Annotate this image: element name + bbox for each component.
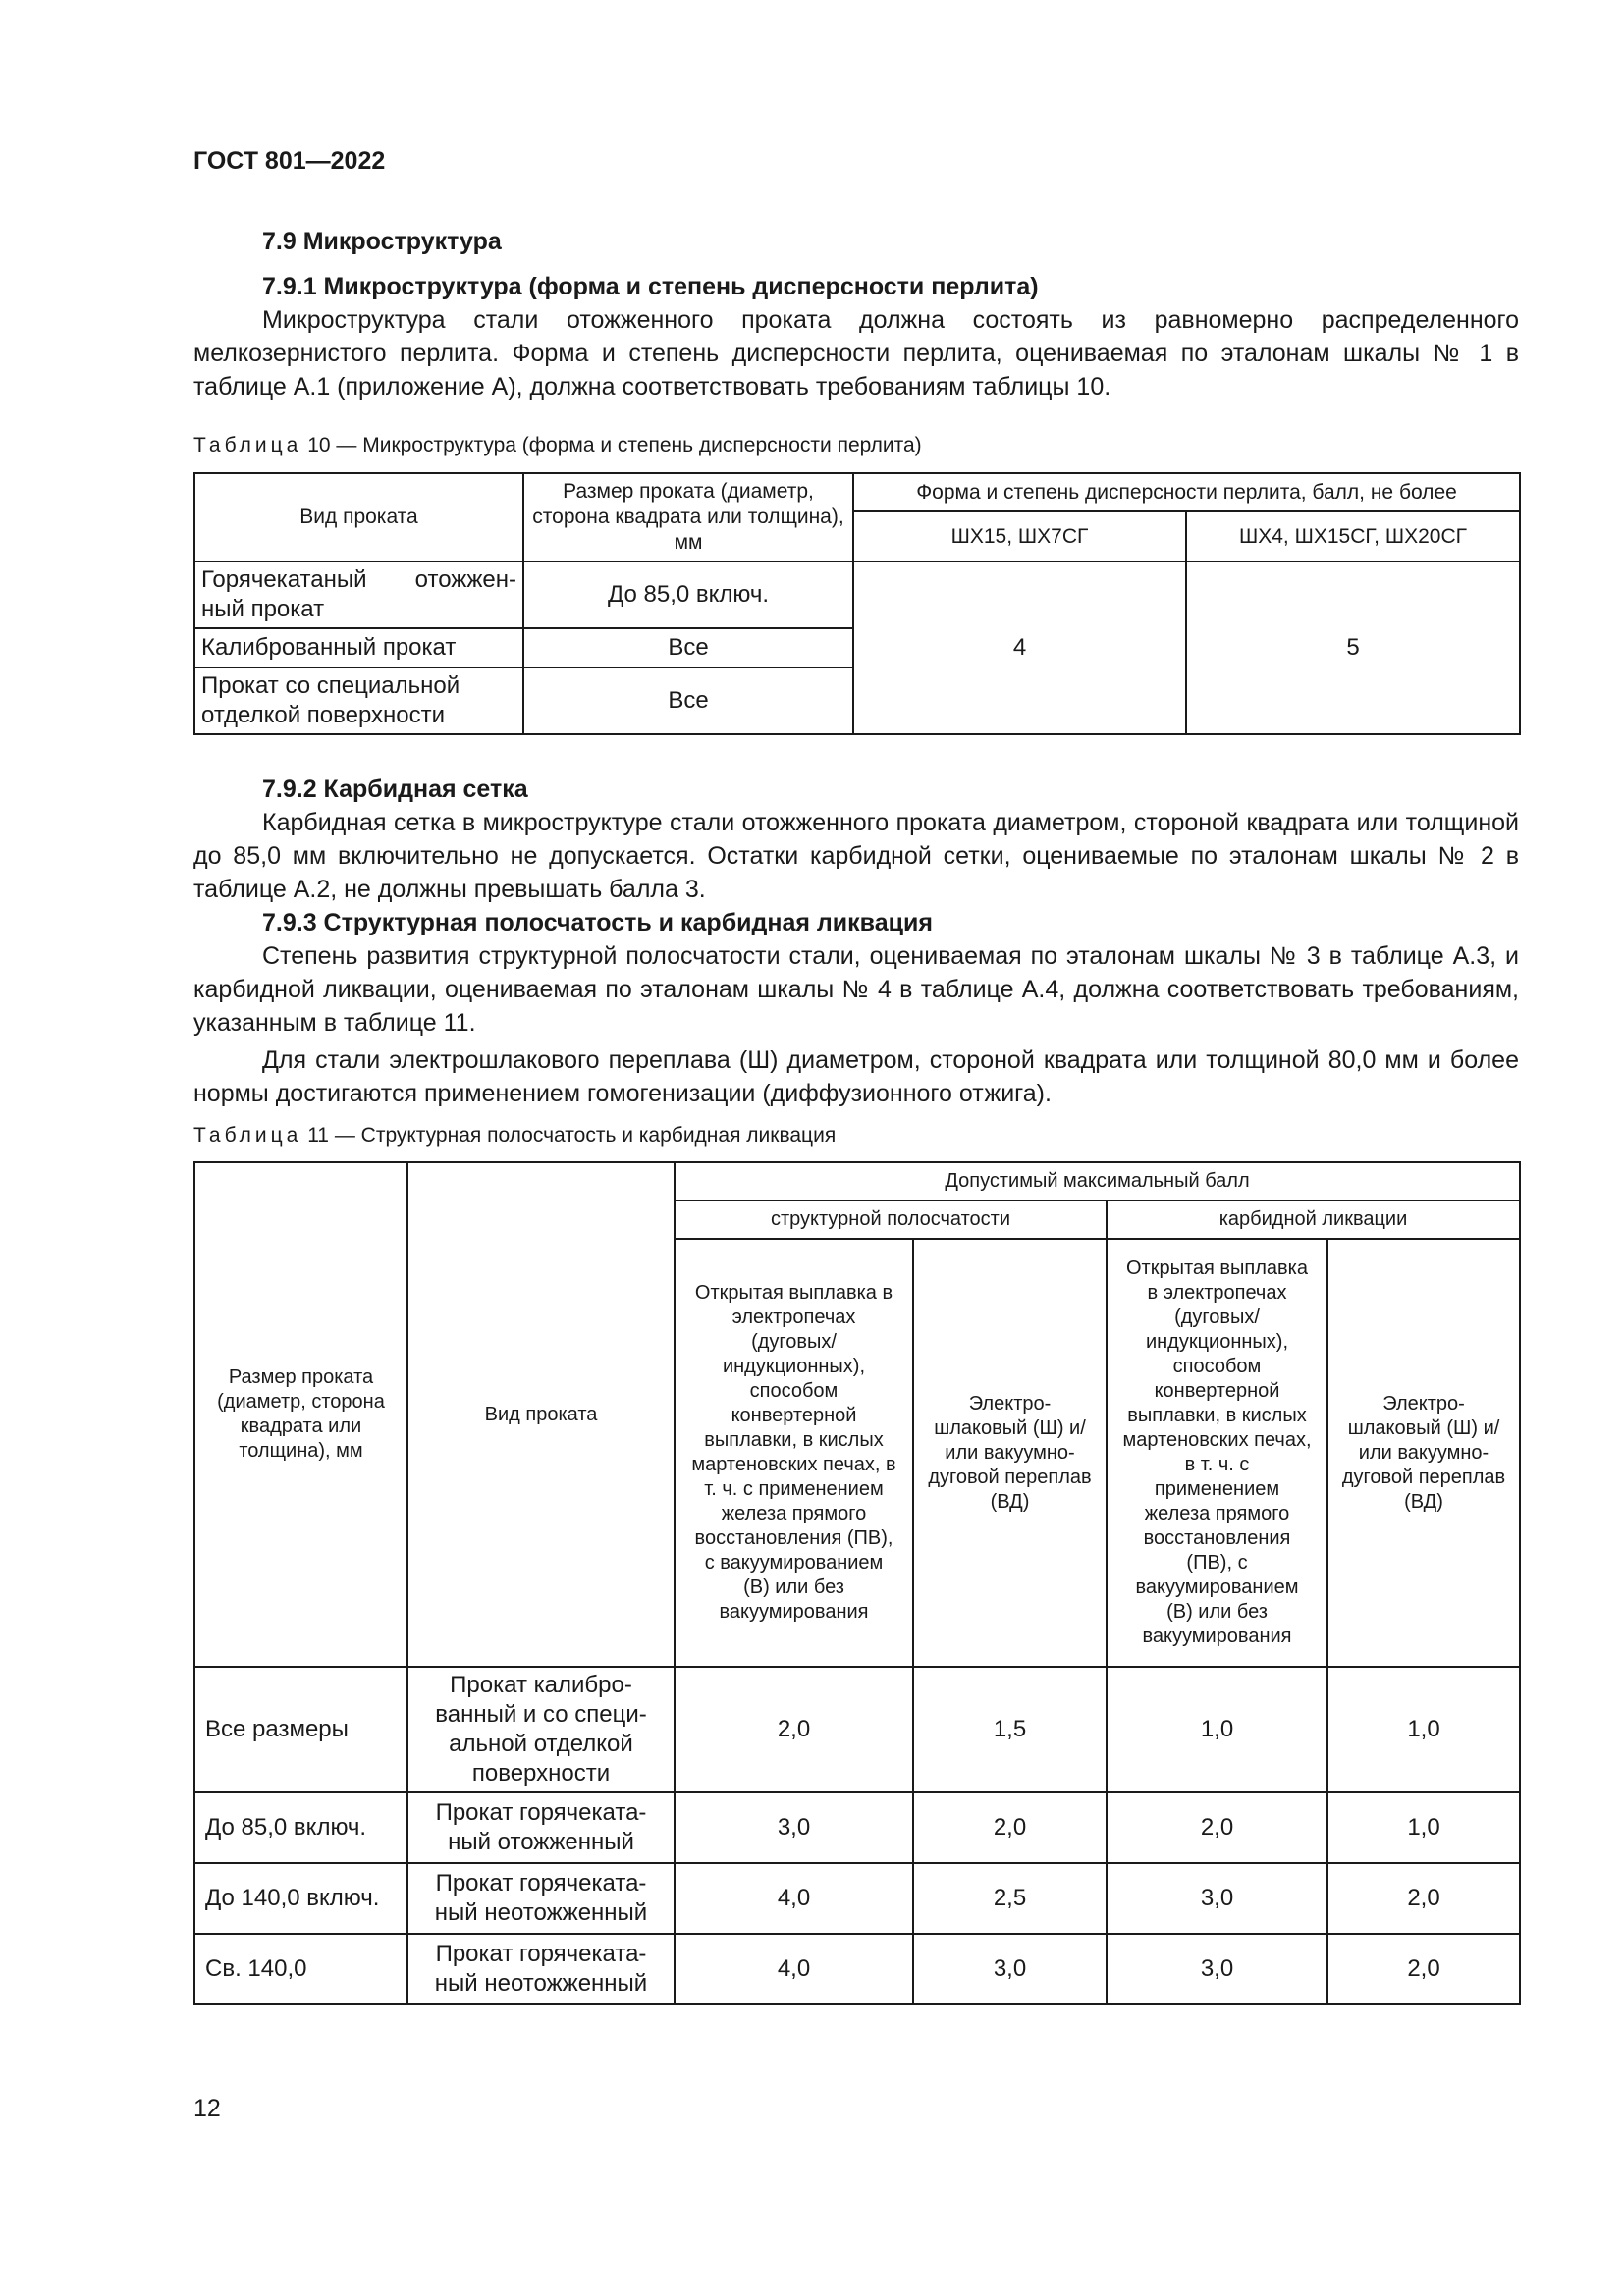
t11-row4-v3: 3,0 [1107,1934,1327,2004]
table11-caption [193,1119,1519,1152]
t11-row2-v4: 1,0 [1327,1792,1520,1863]
t11-sub-esh-2: Электро-шлаковый (Ш) и/или вакуумно-дуговой переплав (ВД) [1327,1239,1520,1667]
t11-header-size: Размер проката (диаметр, сторона квадрата или толщина), мм [194,1162,407,1667]
t11-row2-size: До 85,0 включ. [194,1792,407,1863]
paragraph-7-9-3b: Для стали электрошлакового переплава (Ш) диаметром, стороной квадрата или толщиной 80,0 мм и более нормы достигаются применением гомогенизации (диффузионного отжига). [193,1046,1519,1107]
paragraph-7-9-2: Карбидная сетка в микроструктуре стали отожженного проката диаметром, стороной квадрата или толщиной до 85,0 мм включительно не допускается. Остатки карбидной сетки, оцениваемые по эталонам шкалы № 2 в таблице А.2, не должны превышать балла 3. [193,809,1519,903]
t10-header-form: Форма и степень дисперсности перлита, балл, не более [853,473,1520,511]
t10-sub-grade2: ШХ4, ШХ15СГ, ШХ20СГ [1186,511,1520,561]
t10-header-type: Вид проката [194,473,523,561]
t10-row3-size: Все [523,667,853,734]
table10-caption [193,429,1519,462]
t11-row2-v2: 2,0 [913,1792,1107,1863]
t11-group-carbide: карбидной ликвации [1107,1201,1520,1239]
t10-sub-grade1: ШХ15, ШХ7СГ [853,511,1186,561]
t11-row2-v1: 3,0 [675,1792,913,1863]
t11-row4-type: Прокат горячеката-ный неотожженный [407,1934,675,2004]
t11-header-max: Допустимый максимальный балл [675,1162,1520,1201]
t11-row4-size: Св. 140,0 [194,1934,407,2004]
t10-row1-type: Горячекатаный отожжен-ный прокат [194,561,523,628]
t11-group-banding: структурной полосчатости [675,1201,1107,1239]
t11-row3-size: До 140,0 включ. [194,1863,407,1934]
t11-row1-type: Прокат калибро-ванный и со специ-альной отделкой поверхности [407,1667,675,1792]
document-header: ГОСТ 801—2022 [193,147,386,175]
t11-row1-v2: 1,5 [913,1667,1107,1792]
heading-7-9-3: 7.9.3 Структурная полосчатость и карбидная ликвация [262,909,933,936]
t11-row2-type: Прокат горячеката-ный отожженный [407,1792,675,1863]
paragraph-7-9-3a: Степень развития структурной полосчатости стали, оцениваемая по эталонам шкалы № 3 в таблице А.3, и карбидной ликвации, оцениваемая по эталонам шкалы № 4 в таблице А.4, должна соответствовать требованиям, указанным в таблице 11. [193,942,1519,1037]
t11-row4-v4: 2,0 [1327,1934,1520,2004]
table-10 [193,472,1521,735]
t11-row4-v2: 3,0 [913,1934,1107,2004]
t11-header-type: Вид проката [407,1162,675,1667]
caption-word: Таблица [193,1124,302,1147]
caption-word: Таблица [193,434,302,456]
t11-row4-v1: 4,0 [675,1934,913,2004]
t10-row1-size: До 85,0 включ. [523,561,853,628]
t11-row1-v4: 1,0 [1327,1667,1520,1792]
section-title-7-9 [193,225,1519,258]
t11-row3-type: Прокат горячеката-ный неотожженный [407,1863,675,1934]
t11-row3-v1: 4,0 [675,1863,913,1934]
t11-row3-v2: 2,5 [913,1863,1107,1934]
t11-row1-size: Все размеры [194,1667,407,1792]
caption-text: 11 — Структурная полосчатость и карбидная ликвация [307,1124,837,1147]
t11-row1-v1: 2,0 [675,1667,913,1792]
caption-text: 10 — Микроструктура (форма и степень дисперсности перлита) [307,434,922,456]
t11-sub-open-2: Открытая выплавка в электропечах (дуговых/ индукционных), способом конвертерной выплавки, в кислых мартеновских печах, в т. ч. с применением железа прямого восстановления (ПВ), с вакуумированием (В) или без вакуумирования [1107,1239,1327,1667]
section-7-9-1 [193,270,1519,403]
t10-value-grade2: 5 [1186,561,1520,734]
heading-7-9-1: 7.9.1 Микроструктура (форма и степень дисперсности перлита) [262,273,1039,300]
t11-row1-v3: 1,0 [1107,1667,1327,1792]
section-7-9-2 [193,773,1519,1110]
t11-sub-esh-1: Электро-шлаковый (Ш) и/или вакуумно-дуговой переплав (ВД) [913,1239,1107,1667]
t11-row3-v3: 3,0 [1107,1863,1327,1934]
t10-row3-type: Прокат со специальной отделкой поверхности [194,667,523,734]
heading-7-9: 7.9 Микроструктура [262,228,502,255]
t11-row3-v4: 2,0 [1327,1863,1520,1934]
t10-header-size: Размер проката (диаметр, сторона квадрата или толщина), мм [523,473,853,561]
t11-sub-open-1: Открытая выплавка в электропечах (дуговых/ индукционных), способом конвертерной выплавки, в кислых мартеновских печах, в т. ч. с применением железа прямого восстановления (ПВ), с вакуумированием (В) или без вакуумирования [675,1239,913,1667]
t11-row2-v3: 2,0 [1107,1792,1327,1863]
t10-row2-size: Все [523,628,853,667]
t10-value-grade1: 4 [853,561,1186,734]
paragraph-7-9-1: Микроструктура стали отожженного проката должна состоять из равномерно распределенного мелкозернистого перлита. Форма и степень дисперсности перлита, оцениваемая по эталонам шкалы № 1 в таблице А.1 (приложение А), должна соответствовать требованиям таблицы 10. [193,306,1519,400]
heading-7-9-2: 7.9.2 Карбидная сетка [262,775,528,803]
page-number: 12 [193,2095,221,2122]
t10-row2-type: Калиброванный прокат [194,628,523,667]
table-11 [193,1161,1521,2005]
